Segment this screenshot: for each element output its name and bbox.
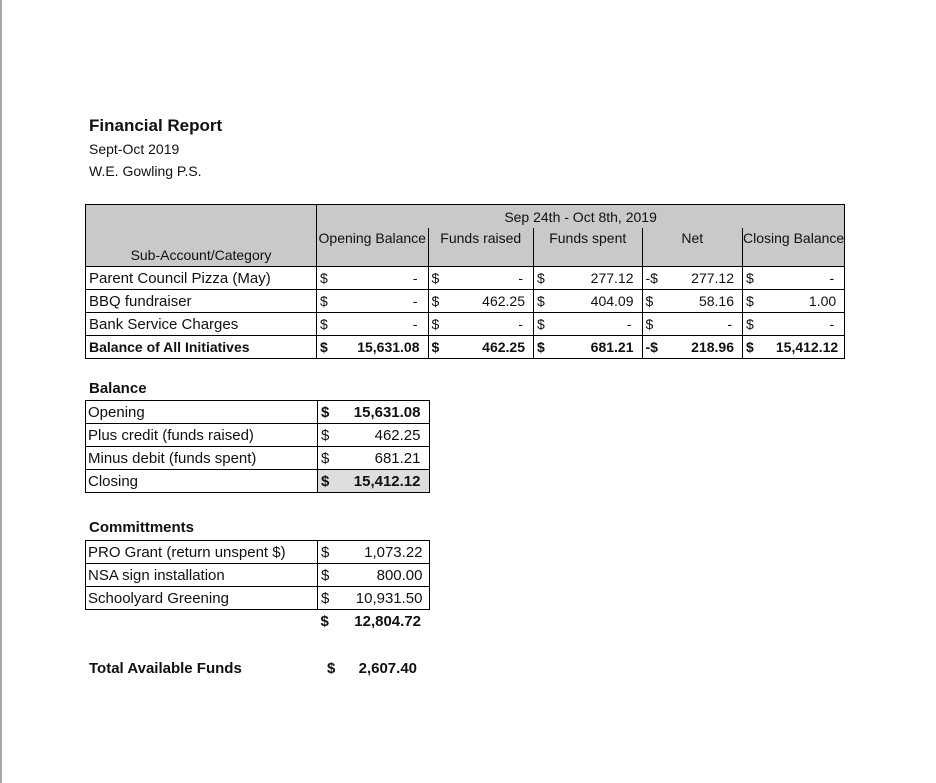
commitment-label: NSA sign installation xyxy=(86,564,318,587)
raised-value: 462.25 xyxy=(452,290,534,313)
currency-symbol: $ xyxy=(318,424,344,447)
balance-label: Opening xyxy=(86,401,318,424)
raised-value: - xyxy=(452,267,534,290)
currency-symbol: $ xyxy=(534,336,558,359)
table-row xyxy=(86,447,430,470)
balance-label: Minus debit (funds spent) xyxy=(86,447,318,470)
currency-symbol: $ xyxy=(318,401,344,424)
commitment-label: Schoolyard Greening xyxy=(86,587,318,610)
table-row xyxy=(86,401,430,424)
row-label: Parent Council Pizza (May) xyxy=(86,267,317,290)
closing-value: 1.00 xyxy=(768,290,845,313)
closing-value: - xyxy=(768,267,845,290)
debit-value: 681.21 xyxy=(343,447,429,470)
total-spent-value: 681.21 xyxy=(557,336,642,359)
currency-symbol: $ xyxy=(327,660,336,677)
currency-symbol: $ xyxy=(320,612,329,630)
currency-symbol: $ xyxy=(642,313,666,336)
currency-symbol: $ xyxy=(743,313,768,336)
row-label: Bank Service Charges xyxy=(86,313,317,336)
table-row xyxy=(86,541,430,564)
table-row xyxy=(86,564,430,587)
total-row xyxy=(86,336,845,359)
table-row xyxy=(86,587,430,610)
commitment-value: 10,931.50 xyxy=(343,587,429,610)
table-row xyxy=(86,267,845,290)
balance-label: Closing xyxy=(86,470,318,493)
spent-value: 404.09 xyxy=(557,290,642,313)
report-title: Financial Report xyxy=(89,116,223,135)
net-value: 277.12 xyxy=(666,267,743,290)
commitment-value: 1,073.22 xyxy=(343,541,429,564)
currency-symbol: -$ xyxy=(642,267,666,290)
table-row xyxy=(86,313,845,336)
opening-balance-value: 15,631.08 xyxy=(343,401,429,424)
report-period: Sept-Oct 2019 xyxy=(89,141,180,157)
closing-value: - xyxy=(768,313,845,336)
category-header: Sub-Account/Category xyxy=(86,205,317,267)
currency-symbol: $ xyxy=(317,290,341,313)
table-row xyxy=(86,290,845,313)
spent-value: - xyxy=(557,313,642,336)
currency-symbol: $ xyxy=(317,313,341,336)
row-label: BBQ fundraiser xyxy=(86,290,317,313)
total-label: Balance of All Initiatives xyxy=(86,336,317,359)
commitments-table xyxy=(85,540,430,632)
currency-symbol: $ xyxy=(534,290,558,313)
school-name: W.E. Gowling P.S. xyxy=(89,163,202,179)
table-row xyxy=(86,424,430,447)
currency-symbol: $ xyxy=(743,267,768,290)
total-opening-value: 15,631.08 xyxy=(340,336,428,359)
net-value: 58.16 xyxy=(666,290,743,313)
col-net: Net xyxy=(642,228,743,267)
col-opening-balance: Opening Balance xyxy=(317,228,429,267)
commitments-heading: Committments xyxy=(89,519,195,536)
page-edge xyxy=(0,0,2,783)
col-funds-spent: Funds spent xyxy=(534,228,643,267)
balance-heading: Balance xyxy=(89,380,147,397)
currency-symbol: -$ xyxy=(642,336,666,359)
commitment-value: 800.00 xyxy=(343,564,429,587)
balance-table xyxy=(85,400,430,493)
net-value: - xyxy=(666,313,743,336)
period-header: Sep 24th - Oct 8th, 2019 xyxy=(317,205,845,229)
currency-symbol: $ xyxy=(318,447,344,470)
commitments-total-row xyxy=(86,610,430,633)
currency-symbol: $ xyxy=(743,336,768,359)
total-net-value: 218.96 xyxy=(666,336,743,359)
total-raised-value: 462.25 xyxy=(452,336,534,359)
currency-symbol: $ xyxy=(428,267,452,290)
currency-symbol: $ xyxy=(428,290,452,313)
currency-symbol: $ xyxy=(318,470,344,493)
currency-symbol: $ xyxy=(318,587,344,610)
raised-value: - xyxy=(452,313,534,336)
col-closing-balance: Closing Balance xyxy=(743,228,845,267)
currency-symbol: $ xyxy=(318,564,344,587)
total-available-label: Total Available Funds xyxy=(89,660,242,677)
credit-value: 462.25 xyxy=(343,424,429,447)
total-available-value: 2,607.40 xyxy=(358,660,417,677)
spent-value: 277.12 xyxy=(557,267,642,290)
currency-symbol: $ xyxy=(317,336,341,359)
currency-symbol: $ xyxy=(743,290,768,313)
opening-value: - xyxy=(340,290,428,313)
table-header-row xyxy=(86,205,845,229)
col-funds-raised: Funds raised xyxy=(428,228,534,267)
currency-symbol: $ xyxy=(534,313,558,336)
commitments-total-value: 12,804.72 xyxy=(354,612,421,630)
currency-symbol: $ xyxy=(642,290,666,313)
closing-balance-value: 15,412.12 xyxy=(343,470,429,493)
table-row xyxy=(86,470,430,493)
summary-table xyxy=(85,204,845,359)
balance-label: Plus credit (funds raised) xyxy=(86,424,318,447)
currency-symbol: $ xyxy=(318,541,344,564)
opening-value: - xyxy=(340,267,428,290)
commitment-label: PRO Grant (return unspent $) xyxy=(86,541,318,564)
currency-symbol: $ xyxy=(534,267,558,290)
currency-symbol: $ xyxy=(428,313,452,336)
currency-symbol: $ xyxy=(428,336,452,359)
total-closing-value: 15,412.12 xyxy=(768,336,845,359)
opening-value: - xyxy=(340,313,428,336)
currency-symbol: $ xyxy=(317,267,341,290)
